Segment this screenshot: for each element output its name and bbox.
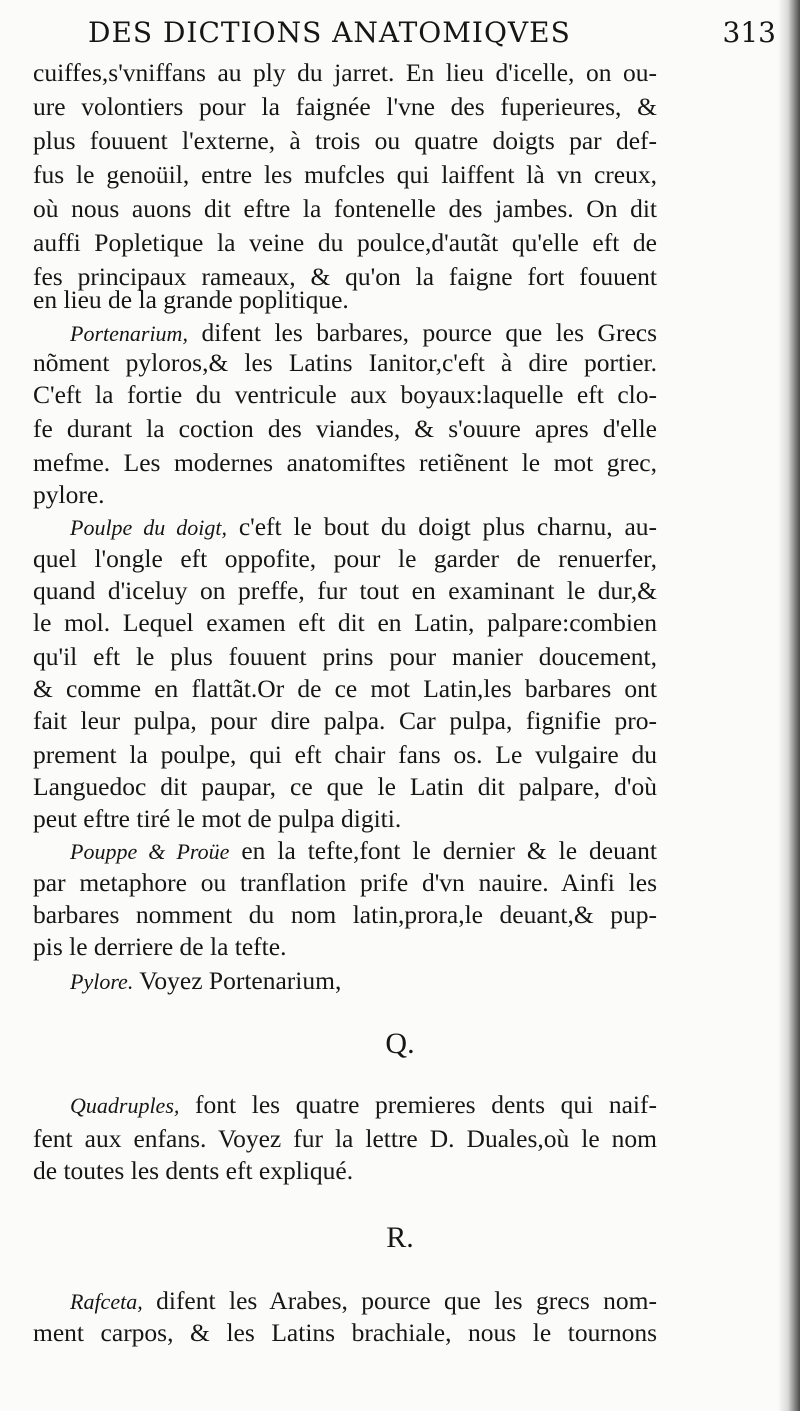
text-line: pis le derriere de la tefte. [33,932,287,961]
entry-text: Voyez Portenarium, [139,966,342,995]
entry-first-line [70,964,657,998]
entry-first-line [70,1284,657,1318]
text-line: Languedoc dit paupar, ce que le Latin dit palpare, d'où [33,772,657,801]
entry-first-line [70,1088,657,1122]
section-heading-r: R. [386,1221,414,1254]
text-line: peut eftre tiré le mot de pulpa digiti. [33,804,402,833]
text-line: nõment pyloros,& les Latins Ianitor,c'eft à dire portier. [33,348,657,377]
page-gutter-shadow [778,0,800,1411]
text-line: de toutes les dents eft expliqué. [33,1156,354,1185]
text-line: & comme en flattãt.Or de ce mot Latin,les barbares ont [33,674,657,703]
text-line: C'eft la fortie du ventricule aux boyaux:laquelle eft clo- [33,380,657,409]
text-line: en lieu de la grande poplitique. [33,285,349,314]
running-head: DES DICTIONS ANATOMIQVES [88,16,571,49]
text-line: barbares nomment du nom latin,prora,le deuant,& pup- [33,900,657,929]
text-line: fe durant la coction des viandes, & s'ouure apres d'elle [33,414,657,443]
entry-lemma: Poulpe du doigt, [70,515,227,540]
entry-lemma: Pouppe & Proüe [70,839,230,864]
entry-lemma: Pylore. [70,969,134,994]
text-line: le mol. Lequel examen eft dit en Latin, palpare:combien [33,608,657,637]
section-heading-q: Q. [385,1027,415,1060]
entry-first-line [70,834,657,868]
page-number: 313 [722,16,776,49]
text-line: par metaphore ou tranflation prife d'vn nauire. Ainfi les [33,868,657,897]
entry-lemma: Quadruples, [70,1093,180,1118]
text-line: fus le genoüil, entre les mufcles qui laiffent là vn creux, [33,160,657,189]
entry-first-line [70,510,657,544]
entry-lemma: Portenarium, [70,321,188,346]
text-line: ment carpos, & les Latins brachiale, nous le tournons [33,1318,657,1347]
text-line: où nous auons dit eftre la fontenelle des jambes. On dit [33,194,657,223]
text-line: prement la poulpe, qui eft chair fans os. Le vulgaire du [33,740,657,769]
text-line: fait leur pulpa, pour dire palpa. Car pulpa, fignifie pro- [33,706,657,735]
text-line: fent aux enfans. Voyez fur la lettre D. Duales,où le nom [33,1124,657,1153]
text-line: quand d'iceluy on preffe, fur tout en examinant le dur,& [33,576,657,605]
text-line: mefme. Les modernes anatomiftes retiẽnent le mot grec, [33,448,657,477]
text-line: plus fouuent l'externe, à trois ou quatre doigts par def- [33,126,657,155]
entry-lemma: Rafceta, [70,1289,143,1314]
text-line: qu'il eft le plus fouuent prins pour manier doucement, [33,642,657,671]
entry-text: en la tefte,font le dernier & le deuant [241,836,657,865]
text-line: ure volontiers pour la faignée l'vne des fuperieures, & [33,92,657,121]
entry-text: difent les barbares, pource que les Grecs [201,318,657,347]
text-line: cuiffes,s'vniffans au ply du jarret. En lieu d'icelle, on ou- [33,58,657,87]
entry-text: difent les Arabes, pource que les grecs nom- [156,1286,657,1315]
entry-first-line [70,316,657,350]
entry-text: c'eft le bout du doigt plus charnu, au- [238,512,657,541]
text-line: auffi Popletique la veine du poulce,d'autãt qu'elle eft de [33,228,657,257]
text-line: quel l'ongle eft oppofite, pour le garder de renuerfer, [33,544,657,573]
page-header [88,16,780,50]
text-line: pylore. [33,480,105,509]
entry-text: font les quatre premieres dents qui naif- [195,1090,657,1119]
text-line: fes principaux rameaux, & qu'on la faigne fort fouuent [33,262,657,291]
